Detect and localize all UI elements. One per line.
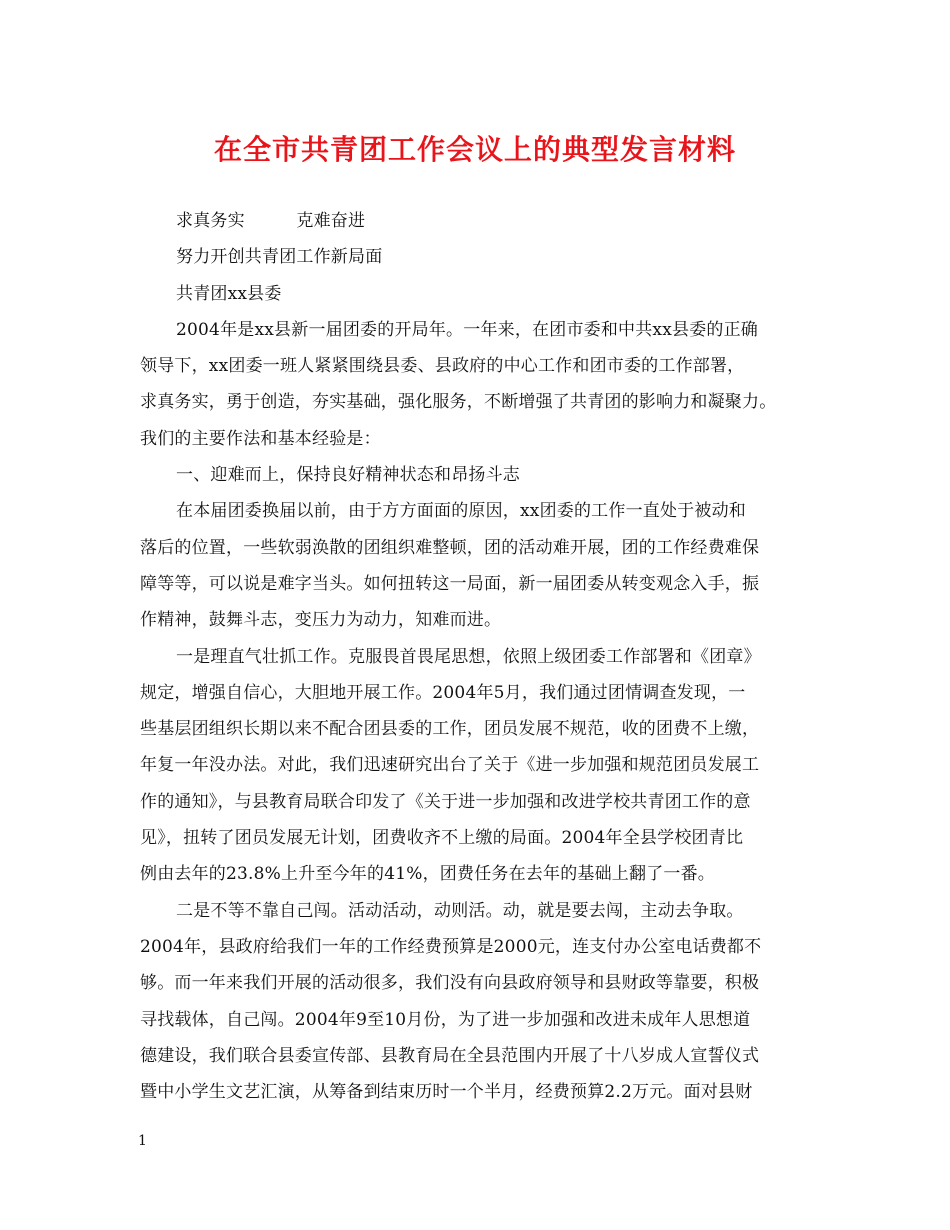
document-title: 在全市共青团工作会议上的典型发言材料: [213, 133, 736, 166]
text-line: 求真务实 克难奋进: [176, 211, 366, 231]
text-line: 规定，增强自信心，大胆地开展工作。2004年5月，我们通过团情调查发现，一: [140, 682, 746, 703]
text-line: 德建设，我们联合县委宣传部、县教育局在全县范围内开展了十八岁成人宣誓仪式: [140, 1045, 760, 1066]
page-number: 1: [138, 1133, 147, 1149]
text-line: 作精神，鼓舞斗志，变压力为动力，知难而进。: [140, 610, 502, 631]
text-line: 领导下，xx团委一班人紧紧围绕县委、县政府的中心工作和团市委的工作部署，: [140, 356, 745, 377]
text-line: 够。而一年来我们开展的活动很多，我们没有向县政府领导和县财政等靠要，积极: [140, 973, 760, 994]
text-line: 寻找载体，自己闯。2004年9至10月份，为了进一步加强和改进未成年人思想道: [140, 1009, 751, 1030]
text-line: 二是不等不靠自己闯。活动活动，动则活。动，就是要去闯，主动去争取。: [176, 900, 744, 921]
document-body: [140, 203, 828, 1110]
text-line: 一、迎难而上，保持良好精神状态和昂扬斗志: [176, 465, 520, 486]
text-line: 作的通知》，与县教育局联合印发了《关于进一步加强和改进学校共青团工作的意: [140, 791, 751, 812]
text-line: 落后的位置，一些软弱涣散的团组织难整顿，团的活动难开展，团的工作经费难保: [140, 537, 760, 558]
text-line: 例由去年的23.8%上升至今年的41%，团费任务在去年的基础上翻了一番。: [140, 864, 715, 885]
text-line: 见》，扭转了团员发展无计划，团费收齐不上缴的局面。2004年全县学校团青比: [140, 828, 744, 849]
text-line: 些基层团组织长期以来不配合团县委的工作，团员发展不规范，收的团费不上缴，: [140, 719, 760, 740]
text-line: 2004年是xx县新一届团委的开局年。一年来，在团市委和中共xx县委的正确: [176, 319, 759, 340]
text-line: 共青团xx县委: [176, 283, 282, 304]
text-line: 2004年，县政府给我们一年的工作经费预算是2000元，连支付办公室电话费都不: [140, 936, 762, 957]
text-line: 在本届团委换届以前，由于方方面面的原因，xx团委的工作一直处于被动和: [176, 501, 746, 522]
text-line: 努力开创共青团工作新局面: [176, 247, 383, 268]
text-line: 障等等，可以说是难字当头。如何扭转这一局面，新一届团委从转变观念入手，振: [140, 573, 760, 594]
text-line: 年复一年没办法。对此，我们迅速研究出台了关于《进一步加强和规范团员发展工: [140, 755, 760, 776]
text-line: 暨中小学生文艺汇演，从筹备到结束历时一个半月，经费预算2.2万元。面对县财: [140, 1082, 753, 1103]
text-line: 我们的主要作法和基本经验是：: [140, 428, 381, 449]
text-line: 求真务实，勇于创造，夯实基础，强化服务，不断增强了共青团的影响力和凝聚力。: [140, 392, 777, 413]
text-line: 一是理直气壮抓工作。克服畏首畏尾思想，依照上级团委工作部署和《团章》: [176, 646, 761, 667]
